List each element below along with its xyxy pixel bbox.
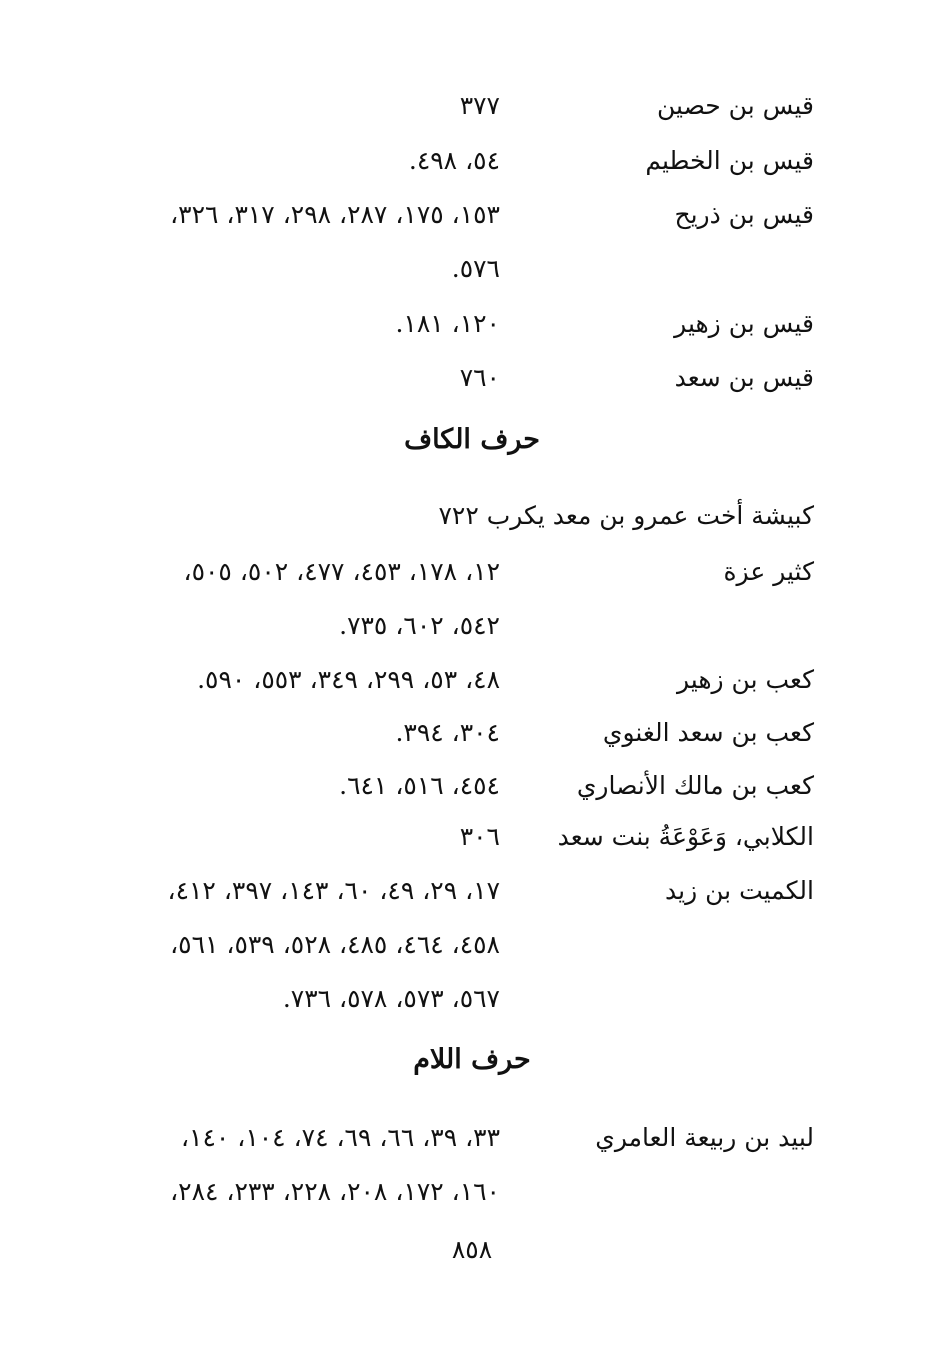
entry-pages: ٥٤٢، ٦٠٢، ٧٣٥. [339,611,500,640]
entry-pages: ١٢٠، ١٨١. [395,309,500,338]
index-entry-continuation [0,249,944,289]
entry-name: قيس بن زهير [674,309,814,338]
index-entry [0,660,944,700]
index-entry [0,304,944,344]
entry-name: الكلابي، وَعَوْعَةُ بنت سعد [557,822,814,851]
index-entry [0,86,944,126]
index-entry [0,552,944,592]
entry-pages: ٣٠٤، ٣٩٤. [395,718,500,747]
index-entry [0,871,944,911]
entry-pages: ٥٦٧، ٥٧٣، ٥٧٨، ٧٣٦. [282,984,500,1013]
entry-pages: ٧٦٠ [459,363,500,392]
entry-name: كثير عزة [723,557,814,586]
entry-pages: ٤٥٤، ٥١٦، ٦٤١. [339,771,500,800]
entry-full-line: كبيشة أخت عمرو بن معد يكرب ٧٢٢ [438,501,814,530]
entry-pages: ١٢، ١٧٨، ٤٥٣، ٤٧٧، ٥٠٢، ٥٠٥، [183,557,500,586]
entry-name: كعب بن مالك الأنصاري [576,771,814,800]
index-entry [0,1118,944,1158]
index-entry-continuation [0,1172,944,1212]
index-entry-continuation [0,925,944,965]
index-entry [0,141,944,181]
entry-pages: ٥٤، ٤٩٨. [408,146,500,175]
entry-name: قيس بن ذريح [674,200,814,229]
entry-name: كعب بن زهير [677,665,814,694]
index-entry [0,766,944,806]
entry-name: الكميت بن زيد [665,876,814,905]
entry-pages: ٣٣، ٣٩، ٦٦، ٦٩، ٧٤، ١٠٤، ١٤٠، [180,1123,500,1152]
entry-name: قيس بن سعد [674,363,814,392]
index-entry-continuation [0,606,944,646]
entry-pages: ١٧، ٢٩، ٤٩، ٦٠، ١٤٣، ٣٩٧، ٤١٢، [167,876,500,905]
entry-pages: ٤٥٨، ٤٦٤، ٤٨٥، ٥٢٨، ٥٣٩، ٥٦١، [170,930,500,959]
entry-pages: ٣٧٧ [459,91,500,120]
index-entry [0,195,944,235]
entry-pages: ٤٨، ٥٣، ٢٩٩، ٣٤٩، ٥٥٣، ٥٩٠. [197,665,500,694]
index-entry [0,713,944,753]
index-entry [0,817,944,857]
page-number: ٨٥٨ [451,1235,493,1264]
entry-pages: ٣٠٦ [459,822,500,851]
entry-pages: ١٥٣، ١٧٥، ٢٨٧، ٢٩٨، ٣١٧، ٣٢٦، [170,200,500,229]
section-heading: حرف الكاف [404,424,540,455]
index-entry [0,358,944,398]
entry-name: لبيد بن ربيعة العامري [595,1123,814,1152]
section-heading: حرف اللام [413,1044,531,1075]
entry-name: قيس بن حصين [657,91,814,120]
entry-pages: ١٦٠، ١٧٢، ٢٠٨، ٢٢٨، ٢٣٣، ٢٨٤، [170,1177,500,1206]
index-entry [0,496,944,536]
entry-pages: ٥٧٦. [451,254,500,283]
entry-name: قيس بن الخطيم [645,146,814,175]
entry-name: كعب بن سعد الغنوي [602,718,814,747]
index-entry-continuation [0,979,944,1019]
